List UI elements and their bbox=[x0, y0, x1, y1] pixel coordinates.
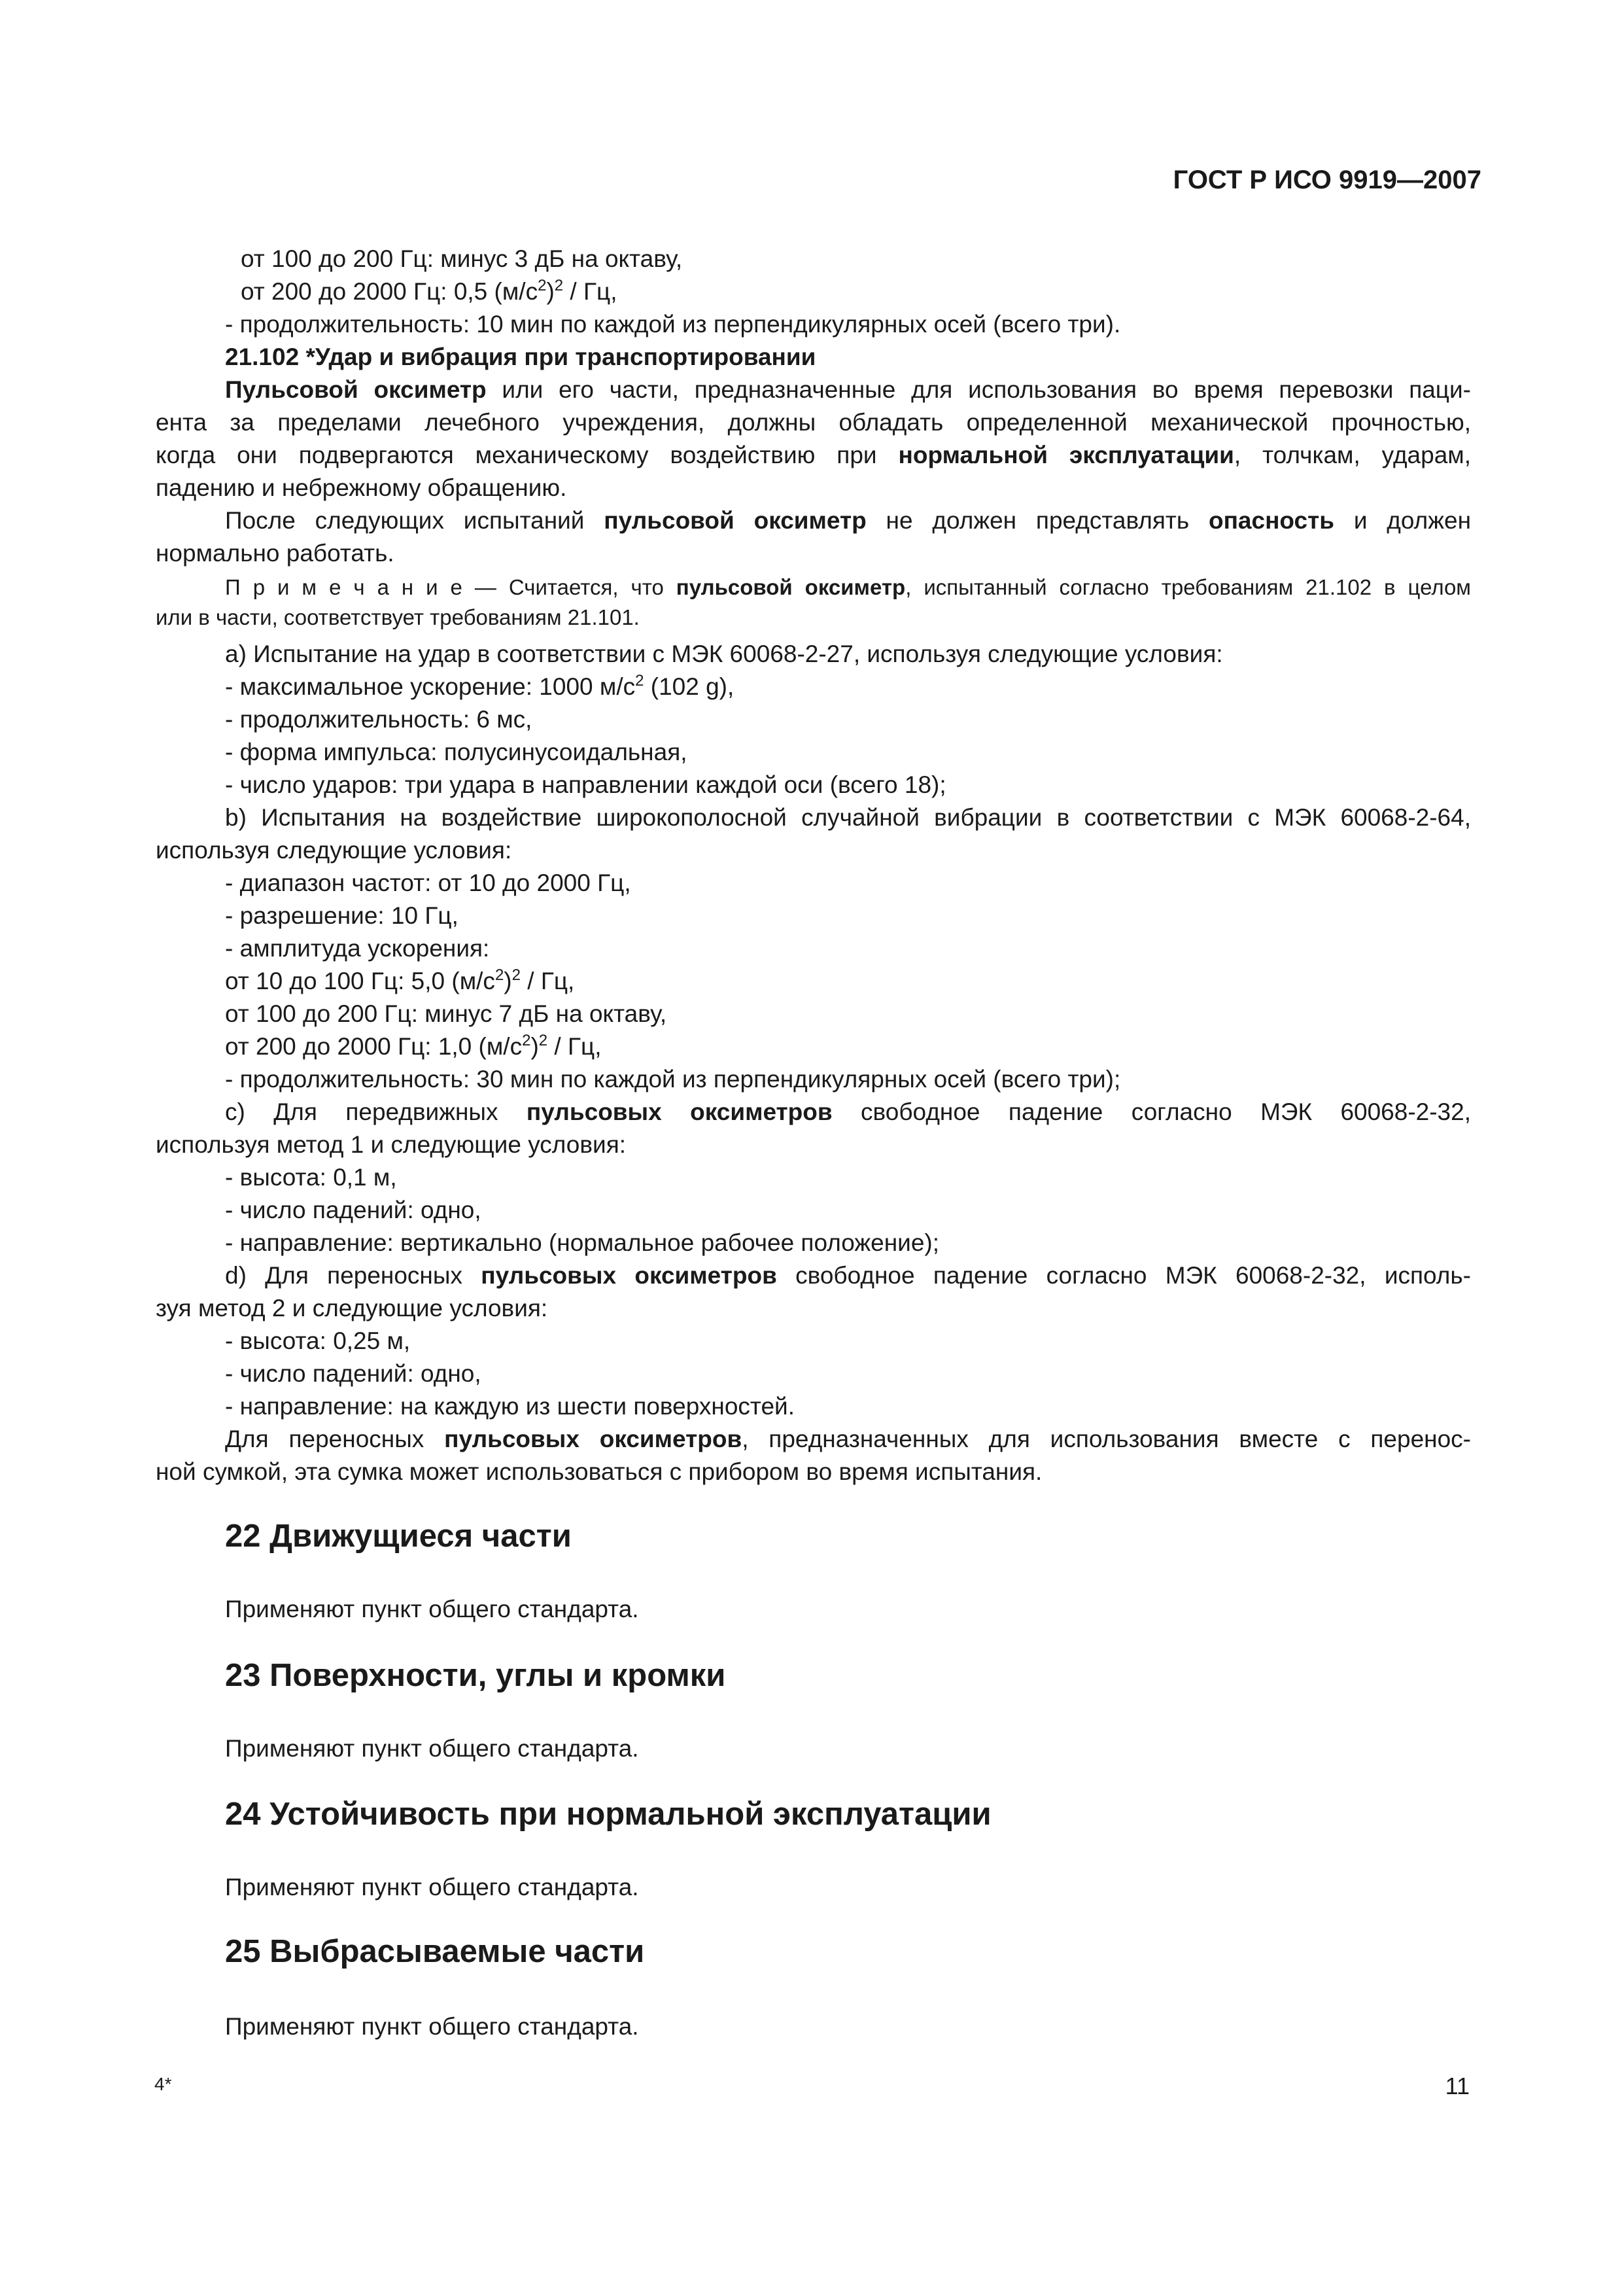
section-body: Применяют пункт общего стандарта. bbox=[225, 2013, 639, 2040]
list-item: используя следующие условия: bbox=[156, 837, 512, 864]
paragraph-line: Для переносных пульсовых оксиметров, предназначенных для использования вместе с перенос- bbox=[225, 1426, 1471, 1452]
list-item: - число падений: одно, bbox=[225, 1360, 481, 1387]
list-item: зуя метод 2 и следующие условия: bbox=[156, 1295, 548, 1322]
list-item: - форма импульса: полусинусоидальная, bbox=[225, 739, 687, 765]
list-item: - продолжительность: 6 мс, bbox=[225, 706, 532, 733]
list-item: - высота: 0,25 м, bbox=[225, 1327, 411, 1354]
frequency-line: от 100 до 200 Гц: минус 7 дБ на октаву, bbox=[225, 1000, 667, 1027]
list-item: d) Для переносных пульсовых оксиметров свободное падение согласно МЭК 60068-2-32, исполь- bbox=[225, 1262, 1471, 1289]
duration-line: - продолжительность: 10 мин по каждой из перпендикулярных осей (всего три). bbox=[225, 311, 1121, 338]
paragraph-line: нормально работать. bbox=[156, 540, 394, 567]
list-item: - число ударов: три удара в направлении каждой оси (всего 18); bbox=[225, 771, 946, 798]
list-item: c) Для передвижных пульсовых оксиметров свободное падение согласно МЭК 60068-2-32, bbox=[225, 1098, 1471, 1125]
footer-mark: 4* bbox=[154, 2074, 172, 2094]
section-heading: 22 Движущиеся части bbox=[225, 1518, 572, 1554]
document-header: ГОСТ Р ИСО 9919—2007 bbox=[1173, 166, 1481, 194]
list-item: a) Испытание на удар в соответствии с МЭК 60068-2-27, используя следующие условия: bbox=[225, 640, 1223, 667]
list-item: - направление: вертикально (нормальное рабочее положение); bbox=[225, 1229, 940, 1256]
list-item: - высота: 0,1 м, bbox=[225, 1164, 397, 1191]
section-heading: 25 Выбрасываемые части bbox=[225, 1934, 645, 1969]
paragraph-line: падению и небрежному обращению. bbox=[156, 474, 567, 501]
note: П р и м е ч а н и е — Считается, что пульсовой оксиметр, испытанный согласно требованиям 21.102 в целом bbox=[225, 575, 1471, 599]
section-body: Применяют пункт общего стандарта. bbox=[225, 1596, 639, 1622]
paragraph-line: После следующих испытаний пульсовой оксиметр не должен представлять опасность и должен bbox=[225, 507, 1472, 534]
list-item: - число падений: одно, bbox=[225, 1197, 481, 1223]
paragraph-line: когда они подвергаются механическому воздействию при нормальной эксплуатации, толчкам, ударам, bbox=[156, 442, 1471, 468]
list-item: - продолжительность: 30 мин по каждой из перпендикулярных осей (всего три); bbox=[225, 1066, 1121, 1093]
section-body: Применяют пункт общего стандарта. bbox=[225, 1735, 639, 1762]
clause-heading: 21.102 *Удар и вибрация при транспортировании bbox=[225, 343, 816, 370]
list-item: используя метод 1 и следующие условия: bbox=[156, 1131, 627, 1158]
list-item: - максимальное ускорение: 1000 $м/с^2$ (102 g), bbox=[225, 672, 734, 700]
paragraph-line: ной сумкой, эта сумка может использоваться с прибором во время испытания. bbox=[156, 1458, 1043, 1485]
list-item: - направление: на каждую из шести поверхностей. bbox=[225, 1393, 795, 1420]
section-heading: 23 Поверхности, углы и кромки bbox=[225, 1658, 726, 1693]
paragraph-line: Пульсовой оксиметр или его части, предназначенные для использования во время перевозки паци- bbox=[225, 376, 1471, 403]
list-item: - разрешение: 10 Гц, bbox=[225, 902, 458, 929]
paragraph-line: ента за пределами лечебного учреждения, должны обладать определенной механической прочностью, bbox=[156, 409, 1471, 436]
frequency-line: от 200 до 2000 Гц: 0,5 $(м/с^2)^2$ / Гц, bbox=[241, 277, 617, 305]
list-item: - амплитуда ускорения: bbox=[225, 935, 490, 962]
list-item: - диапазон частот: от 10 до 2000 Гц, bbox=[225, 869, 631, 896]
list-item: b) Испытания на воздействие широкополосной случайной вибрации в соответствии с МЭК 60068-2-64, bbox=[225, 804, 1471, 831]
frequency-line: от 100 до 200 Гц: минус 3 дБ на октаву, bbox=[241, 245, 683, 272]
frequency-line: от 200 до 2000 Гц: 1,0 $(м/с^2)^2$ / Гц, bbox=[225, 1032, 602, 1060]
section-body: Применяют пункт общего стандарта. bbox=[225, 1874, 639, 1901]
note: или в части, соответствует требованиям 21.101. bbox=[156, 605, 640, 629]
page-number: 11 bbox=[1445, 2073, 1470, 2099]
frequency-line: от 10 до 100 Гц: 5,0 $(м/с^2)^2$ / Гц, bbox=[225, 966, 575, 994]
section-heading: 24 Устойчивость при нормальной эксплуатации bbox=[225, 1796, 992, 1832]
